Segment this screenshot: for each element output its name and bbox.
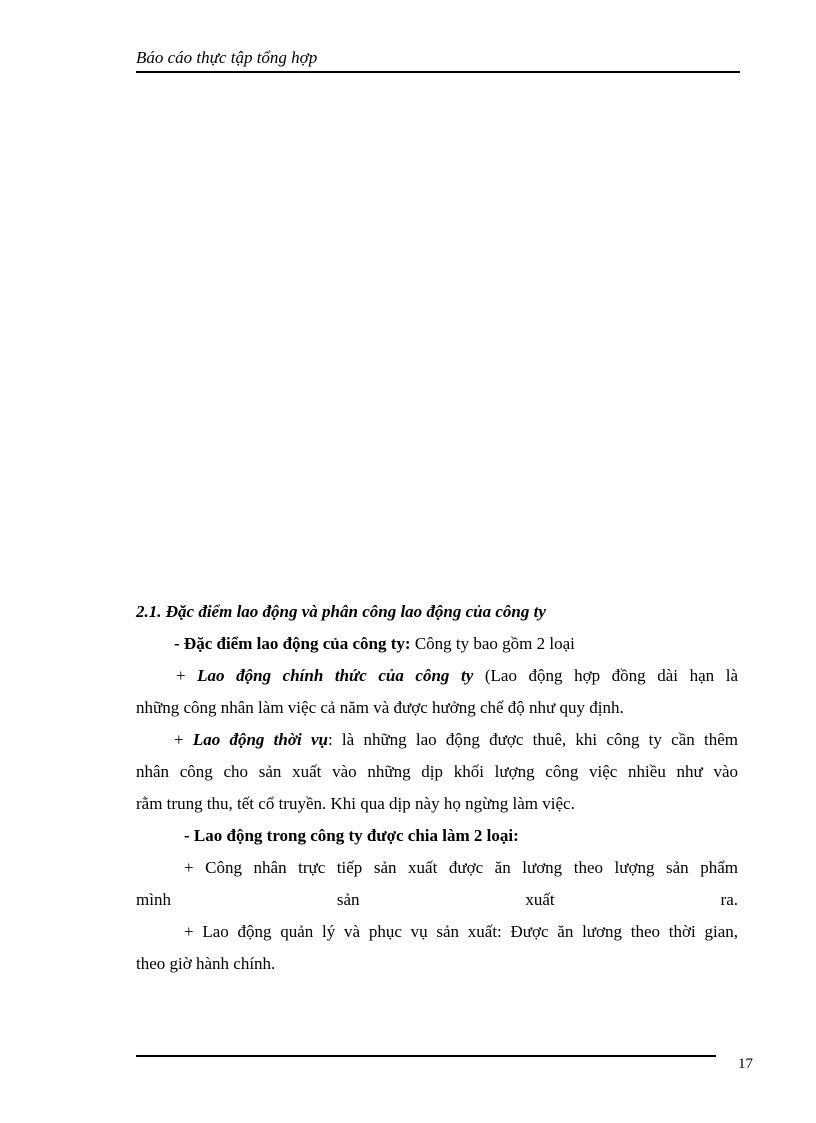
- paragraph-2-text-1: (Lao động hợp đồng dài hạn là: [473, 666, 738, 685]
- paragraph-1: [136, 628, 738, 660]
- section-heading: 2.1. Đặc điểm lao động và phân công lao động của công ty: [136, 602, 546, 621]
- paragraph-3-line-3: rằm trung thu, tết cổ truyền. Khi qua dịp này họ ngừng làm việc.: [136, 794, 575, 813]
- paragraph-2-line-2: những công nhân làm việc cả năm và được hưởng chế độ như quy định.: [136, 698, 624, 717]
- paragraph-3-prefix: +: [174, 730, 193, 749]
- header-title: Báo cáo thực tập tổng hợp: [136, 48, 318, 67]
- paragraph-3-line-2: nhân công cho sản xuất vào những dịp khối lượng công việc nhiều như vào: [136, 762, 738, 781]
- header-rule: [136, 71, 740, 73]
- section-body: [136, 596, 738, 986]
- paragraph-1-label: - Đặc điểm lao động của công ty:: [174, 634, 411, 653]
- paragraph-3-line-1: [136, 724, 738, 756]
- paragraph-3-term: Lao động thời vụ: [192, 730, 328, 749]
- footer-rule: [136, 1055, 716, 1057]
- paragraph-6-line-1: + Lao động quản lý và phục vụ sản xuất: Được ăn lương theo thời gian,: [184, 922, 738, 941]
- paragraph-5-line-1: + Công nhân trực tiếp sản xuất được ăn lương theo lượng sản phẩm: [184, 858, 738, 877]
- paragraph-2-line-1: [136, 660, 738, 692]
- paragraph-1-text: Công ty bao gồm 2 loại: [410, 634, 575, 653]
- page-number: 17: [738, 1056, 753, 1072]
- paragraph-5-line-2: mình sản xuất ra.: [136, 890, 738, 909]
- paragraph-6-line-2: theo giờ hành chính.: [136, 954, 276, 973]
- paragraph-2-term: Lao động chính thức của công ty: [197, 666, 474, 685]
- paragraph-2-prefix: +: [176, 666, 198, 685]
- paragraph-3-text-1: : là những lao động được thuê, khi công ty cần thêm: [327, 730, 738, 749]
- paragraph-4: - Lao động trong công ty được chia làm 2 loại:: [184, 826, 519, 845]
